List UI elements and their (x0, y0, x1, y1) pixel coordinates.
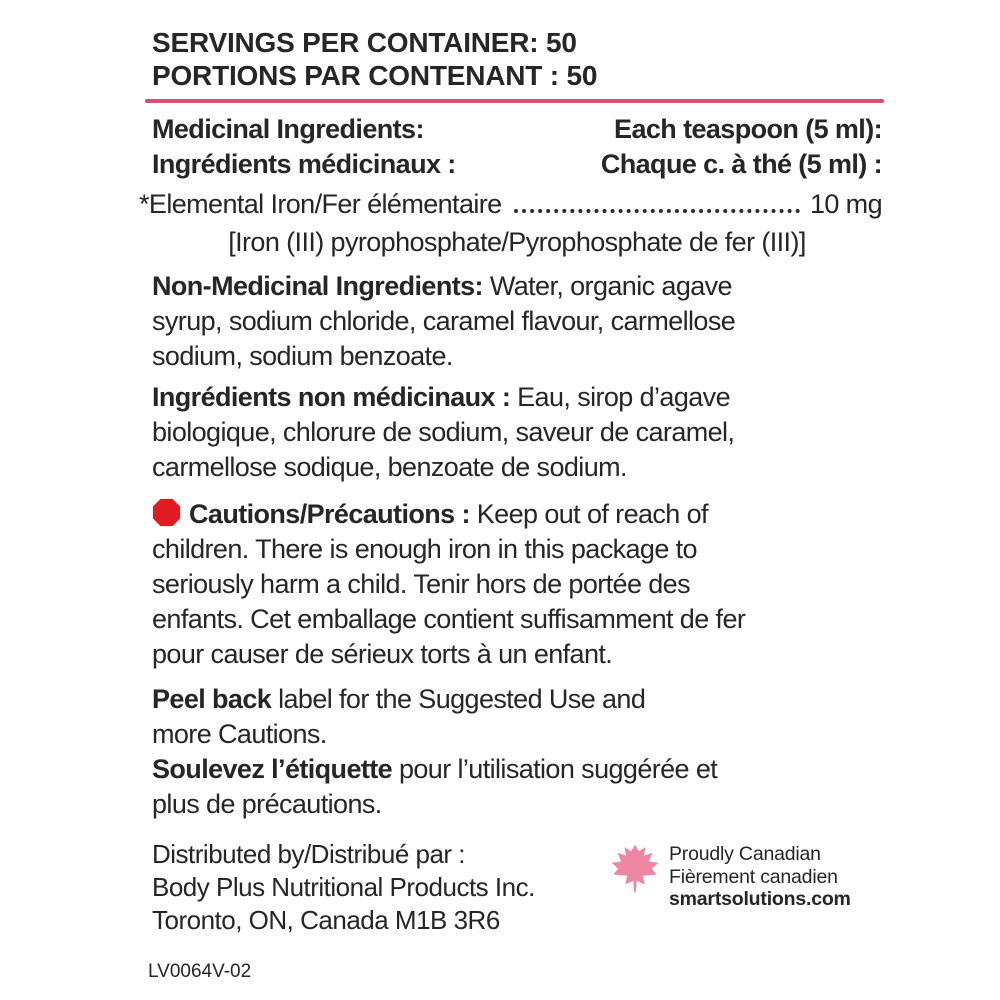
medicinal-heading-en: Medicinal Ingredients: (152, 114, 424, 144)
servings-fr: PORTIONS PAR CONTENANT : 50 (152, 60, 598, 91)
maple-leaf-icon (610, 841, 660, 897)
stop-octagon-icon (152, 498, 181, 527)
non-medicinal-en-lead: Non-Medicinal Ingredients: (152, 271, 483, 301)
iron-row (139, 187, 882, 222)
branding-block (610, 841, 882, 911)
servings-per-container (152, 26, 882, 92)
cautions-lead: Cautions/Précautions : (189, 499, 470, 529)
peel-back-fr-line2: plus de précautions. (152, 789, 382, 819)
peel-back-fr-line1: pour l’utilisation suggérée et (392, 754, 718, 784)
distributor-line2: Body Plus Nutritional Products Inc. (152, 872, 535, 902)
medicinal-heading-fr: Ingrédients médicinaux : (152, 149, 456, 179)
branding-text (669, 841, 851, 911)
non-medicinal-fr-line3: carmellose sodique, benzoate de sodium. (152, 452, 627, 482)
medicinal-heading (152, 112, 456, 182)
non-medicinal-fr-line1: Eau, sirop d’agave (510, 382, 730, 412)
peel-back-en (152, 682, 882, 752)
iron-amount: 10 mg (809, 189, 882, 219)
iron-source: [Iron (III) pyrophosphate/Pyrophosphate de fer (III)] (228, 227, 806, 257)
distributor-block (152, 838, 610, 937)
distributor-line1: Distributed by/Distribué par : (152, 839, 466, 869)
pink-divider (145, 99, 884, 103)
dotted-leader (514, 209, 800, 213)
website-url: smartsolutions.com (669, 888, 851, 910)
peel-back-fr-lead: Soulevez l’étiquette (152, 754, 393, 784)
cautions-line3: seriously harm a child. Tenir hors de portée des (152, 569, 690, 599)
iron-name: *Elemental Iron/Fer élémentaire (139, 189, 502, 219)
non-medicinal-fr-line2: biologique, chlorure de sodium, saveur de caramel, (152, 417, 735, 447)
servings-en: SERVINGS PER CONTAINER: 50 (152, 27, 577, 58)
bottom-row (152, 838, 882, 937)
peel-back-en-line2: more Cautions. (152, 719, 327, 749)
cautions-line4: enfants. Cet emballage contient suffisamment de fer (152, 604, 746, 634)
proudly-canadian-en: Proudly Canadian (669, 843, 821, 865)
cautions-line5: pour causer de sérieux torts à un enfant. (152, 639, 613, 669)
peel-back-en-lead: Peel back (152, 684, 272, 714)
amount-heading-en: Each teaspoon (5 ml): (614, 114, 882, 144)
non-medicinal-fr-lead: Ingrédients non médicinaux : (152, 382, 511, 412)
non-medicinal-en (152, 269, 882, 374)
amount-heading-fr: Chaque c. à thé (5 ml) : (600, 149, 882, 179)
non-medicinal-en-line2: syrup, sodium chloride, caramel flavour, carmellose (152, 306, 736, 336)
distributor-line3: Toronto, ON, Canada M1B 3R6 (152, 905, 500, 935)
amount-heading (601, 112, 882, 182)
non-medicinal-en-line3: sodium, sodium benzoate. (152, 341, 453, 371)
peel-back-en-line1: label for the Suggested Use and (271, 684, 646, 714)
cautions-block (152, 497, 882, 672)
peel-back-fr (152, 752, 882, 822)
proudly-canadian-fr: Fièrement canadien (669, 865, 838, 888)
non-medicinal-en-line1: Water, organic agave (482, 271, 732, 301)
lot-code: LV0064V-02 (148, 961, 252, 982)
non-medicinal-fr (152, 380, 882, 485)
medicinal-header-row (152, 112, 882, 182)
cautions-line1: Keep out of reach of (469, 499, 708, 529)
cautions-line2: children. There is enough iron in this package to (152, 534, 697, 564)
